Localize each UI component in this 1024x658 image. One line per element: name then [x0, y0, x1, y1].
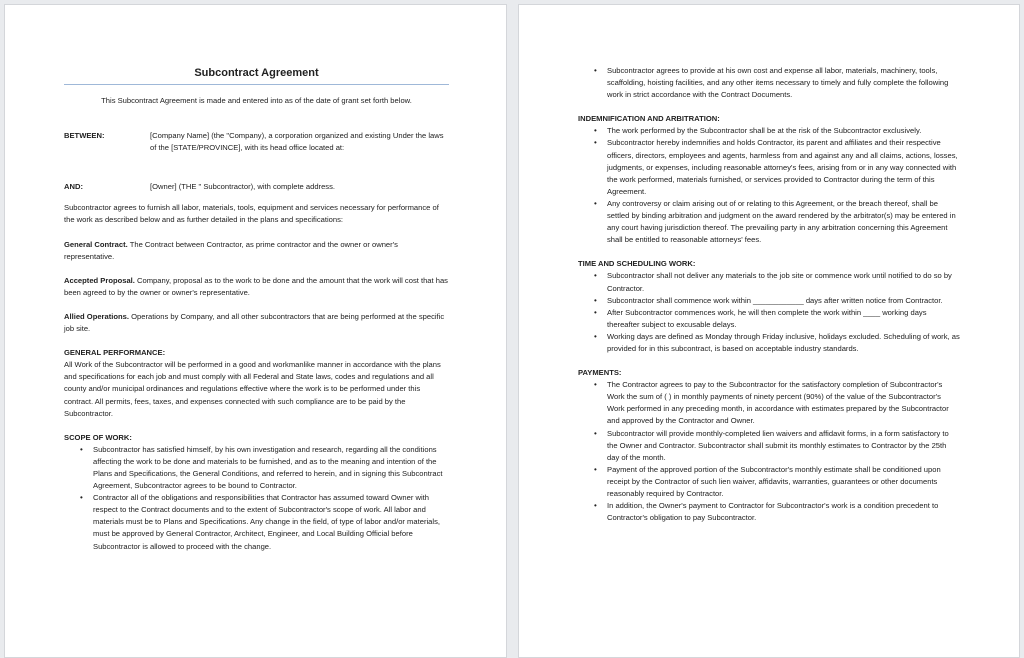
list-item: • Subcontractor agrees to provide at his own cost and expense all labor, materials, machinery, tools, scaffolding, hoisting facilities, and any other items necessary to timely and fully complete the following work in strict accordance with the Contract Documents. — [578, 65, 960, 101]
payments-heading: PAYMENTS: — [578, 368, 622, 378]
list-item: • Any controversy or claim arising out of or relating to this Agreement, or the breach thereof, shall be settled by binding arbitration and judgment on the award rendered by the arbitrator(s) may be entered in any court having jurisdiction thereof. The prevailing party in any arbitration concerning this Agreement shall be entitled to reasonable attorneys' fees. — [578, 198, 960, 246]
title-divider — [64, 84, 449, 85]
and-text: [Owner] (THE " Subcontractor), with complete address. — [150, 182, 336, 192]
between-party — [64, 130, 449, 154]
list-item: • Payment of the approved portion of the Subcontractor's monthly estimate shall be conditioned upon receipt by the Contractor of such lien waiver, affidavits, warranties, guarantees or other documents reasonably required by Contractor. — [578, 464, 960, 500]
list-item: • The work performed by the Subcontractor shall be at the risk of the Subcontractor exclusively. — [578, 125, 960, 137]
furnish-paragraph: Subcontractor agrees to furnish all labor, materials, tools, equipment and services necessary for performance of the work as described below and as further detailed in the plans and specifications: — [64, 203, 439, 225]
payments-section — [578, 367, 960, 524]
accepted-proposal-text: Company, proposal as to the work to be done and the amount that the work will cost that has been agreed to by the owner or owner's representative. — [64, 275, 448, 297]
general-contract-label: General Contract. — [64, 239, 128, 249]
allied-operations-paragraph — [64, 311, 449, 335]
between-text: [Company Name] (the "Company), a corporation organized and existing Under the laws of the [STATE/PROVINCE], with its head office located at: — [150, 131, 444, 153]
scope-list — [64, 444, 449, 553]
time-scheduling-section — [578, 258, 960, 355]
indemnification-section — [578, 113, 960, 246]
payments-list — [578, 379, 960, 524]
list-item: • Subcontractor hereby indemnifies and holds Contractor, its parent and affiliates and their respective officers, directors, employees and agents, harmless from and against any and all claims, actions, losses, judgments, or expenses, including reasonable attorney's fees, arising from or in any way connected with the work performed, materials furnished, or services provided to Contractor during the term of this Agreement. — [578, 137, 960, 197]
accepted-proposal-label: Accepted Proposal. — [64, 275, 135, 285]
document-title: Subcontract Agreement — [194, 67, 319, 79]
time-scheduling-list — [578, 270, 960, 355]
time-scheduling-heading: TIME AND SCHEDULING WORK: — [578, 259, 696, 269]
list-item: • Subcontractor shall not deliver any materials to the job site or commence work until notified to do so by Contractor. — [578, 270, 960, 294]
allied-operations-label: Allied Operations. — [64, 311, 129, 321]
page-left-content — [64, 66, 449, 553]
indemnification-list — [578, 125, 960, 246]
document-page-right — [518, 4, 1020, 658]
general-performance-text: All Work of the Subcontractor will be performed in a good and workmanlike manner in accordance with the plans and specifications for each job and must comply with all Federal and State laws, codes and regulations and all county and/or municipal ordinances and regulations effective where the work is to be performed under this contract. All permits, fees, taxes, and expenses connected with such compliance are to be paid by the Subcontractor. — [64, 360, 441, 418]
list-item: • Working days are defined as Monday through Friday inclusive, holidays excluded. Scheduling of work, as provided for in this subcontract, is based on acceptable industry standards. — [578, 331, 960, 355]
list-item: • The Contractor agrees to pay to the Subcontractor for the satisfactory completion of Subcontractor's Work the sum of ( ) in monthly payments of ninety percent (90%) of the value of the Subcontractor's Work performed in any preceding month, in accordance with estimates prepared by the Subcontractor and approved by the Contractor and Owner. — [578, 379, 960, 427]
list-item: • Subcontractor will provide monthly-completed lien waivers and affidavit forms, in a form satisfactory to the Owner and Contractor. Subcontractor shall submit its monthly estimates to Contractor by the 25th day of the month. — [578, 428, 960, 464]
general-performance-section — [64, 347, 449, 420]
allied-operations-text: Operations by Company, and all other subcontractors that are being performed at the specific job site. — [64, 311, 445, 334]
document-page-left — [4, 4, 507, 658]
indemnification-heading: INDEMNIFICATION AND ARBITRATION: — [578, 114, 720, 124]
general-contract-text: The Contract between Contractor, as prime contractor and the owner or owner's representative. — [64, 239, 398, 261]
scope-section — [64, 432, 449, 553]
scope-heading: SCOPE OF WORK: — [64, 432, 132, 442]
intro-text: This Subcontract Agreement is made and entered into as of the date of grant set forth below. — [101, 96, 412, 105]
list-item: • In addition, the Owner's payment to Contractor for Subcontractor's work is a condition precedent to Contractor's obligation to pay Subcontractor. — [578, 500, 960, 524]
accepted-proposal-paragraph — [64, 275, 449, 299]
continued-list — [578, 65, 960, 101]
between-label: BETWEEN: — [64, 131, 105, 141]
general-contract-paragraph — [64, 239, 449, 263]
list-item: • After Subcontractor commences work, he will then complete the work within ____ working days thereafter subject to excusable delays. — [578, 307, 960, 331]
and-label: AND: — [64, 182, 83, 192]
list-item: • Contractor all of the obligations and responsibilities that Contractor has assumed toward Owner with respect to the Contract documents and to the extent of Subcontractor's scope of work. All labor and materials must be to Plans and Specifications. Any change in the field, of type of labor and/or materials, must be approved by General Contractor, Architect, Engineer, and Local Building Official before Subcontractor is allowed to proceed with the change. — [64, 492, 449, 552]
general-performance-heading: GENERAL PERFORMANCE: — [64, 348, 166, 358]
and-party — [64, 181, 449, 193]
page-right-content — [578, 65, 960, 524]
list-item: • Subcontractor shall commence work within ____________ days after written notice from Contractor. — [578, 295, 960, 307]
list-item: • Subcontractor has satisfied himself, by his own investigation and research, regarding all the conditions affecting the work to be done and materials to be furnished, and as to the meaning and intention of the Plans and Specifications, the General Conditions, and referred to herein, and in signing this Subcontract Agreement, Subcontractor agrees to be bound to Contractor. — [64, 444, 449, 492]
